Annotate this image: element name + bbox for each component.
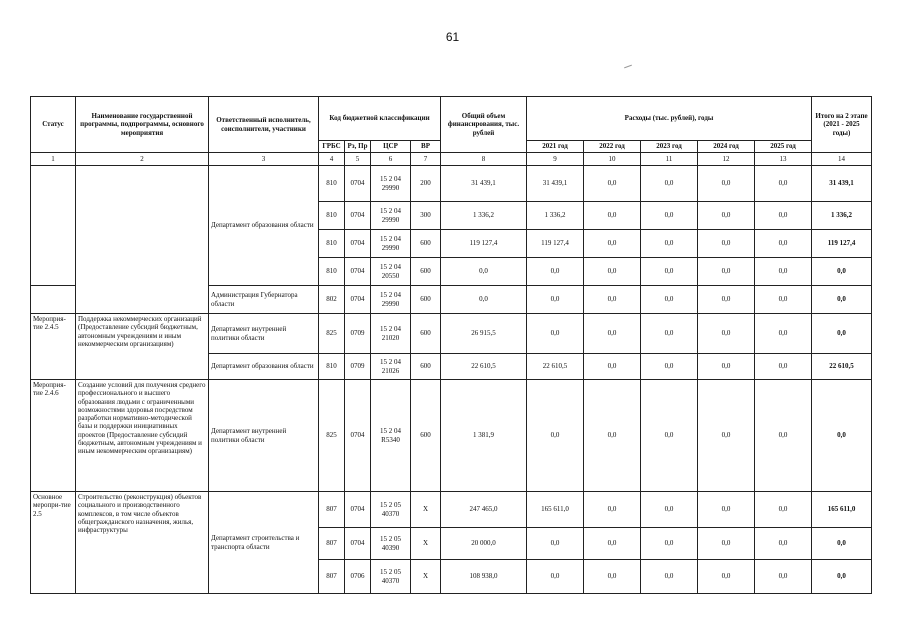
total-cell: 31 439,1 xyxy=(441,166,527,202)
header-itogo: Итого на 2 этапе (2021 - 2025 годы) xyxy=(812,97,872,153)
itogo-cell: 0,0 xyxy=(812,560,872,594)
y2023-cell: 0,0 xyxy=(641,230,698,258)
total-cell: 0,0 xyxy=(441,286,527,314)
itogo-cell: 0,0 xyxy=(812,258,872,286)
header-name: Наименование государственной программы, подпрограммы, основного мероприятия xyxy=(76,97,209,153)
csr-cell: 15 2 04 29990 xyxy=(371,230,411,258)
vr-cell: Х xyxy=(411,492,441,528)
header-total-volume: Общий объем финансирования, тыс. рублей xyxy=(441,97,527,153)
y2022-cell: 0,0 xyxy=(584,354,641,380)
csr-cell: 15 2 04 R5340 xyxy=(371,380,411,492)
rzpr-cell: 0704 xyxy=(345,492,371,528)
y2023-cell: 0,0 xyxy=(641,286,698,314)
rzpr-cell: 0709 xyxy=(345,354,371,380)
executor-cell: Администрация Губернатора области xyxy=(209,286,319,314)
itogo-cell: 31 439,1 xyxy=(812,166,872,202)
vr-cell: 600 xyxy=(411,258,441,286)
y2025-cell: 0,0 xyxy=(755,528,812,560)
total-cell: 22 610,5 xyxy=(441,354,527,380)
header-2024: 2024 год xyxy=(698,141,755,153)
header-2023: 2023 год xyxy=(641,141,698,153)
budget-table xyxy=(30,96,872,594)
y2025-cell: 0,0 xyxy=(755,258,812,286)
y2021-cell: 0,0 xyxy=(527,314,584,354)
activity-name: Строительство (реконструкция) объектов социального и производственного комплексов, в том числе объектов общегражданского назначения, жилья, инфраструктуры xyxy=(76,492,209,594)
header-vr: ВР xyxy=(411,141,441,153)
rzpr-cell: 0704 xyxy=(345,528,371,560)
itogo-cell: 1 336,2 xyxy=(812,202,872,230)
y2021-cell: 0,0 xyxy=(527,528,584,560)
csr-cell: 15 2 05 40370 xyxy=(371,492,411,528)
y2023-cell: 0,0 xyxy=(641,492,698,528)
vr-cell: 600 xyxy=(411,286,441,314)
y2022-cell: 0,0 xyxy=(584,492,641,528)
rzpr-cell: 0704 xyxy=(345,230,371,258)
y2024-cell: 0,0 xyxy=(698,202,755,230)
y2021-cell: 1 336,2 xyxy=(527,202,584,230)
y2023-cell: 0,0 xyxy=(641,560,698,594)
header-2022: 2022 год xyxy=(584,141,641,153)
rzpr-cell: 0704 xyxy=(345,202,371,230)
executor-cell: Департамент образования области xyxy=(209,354,319,380)
column-number: 2 xyxy=(76,153,209,166)
vr-cell: Х xyxy=(411,528,441,560)
vr-cell: 600 xyxy=(411,354,441,380)
y2025-cell: 0,0 xyxy=(755,230,812,258)
column-number: 10 xyxy=(584,153,641,166)
header-2021: 2021 год xyxy=(527,141,584,153)
column-number: 13 xyxy=(755,153,812,166)
y2023-cell: 0,0 xyxy=(641,314,698,354)
page-number: 61 xyxy=(445,30,460,44)
y2024-cell: 0,0 xyxy=(698,314,755,354)
y2022-cell: 0,0 xyxy=(584,560,641,594)
y2023-cell: 0,0 xyxy=(641,528,698,560)
itogo-cell: 119 127,4 xyxy=(812,230,872,258)
y2022-cell: 0,0 xyxy=(584,230,641,258)
rzpr-cell: 0704 xyxy=(345,166,371,202)
vr-cell: Х xyxy=(411,560,441,594)
y2025-cell: 0,0 xyxy=(755,354,812,380)
grbs-cell: 810 xyxy=(319,258,345,286)
header-executor: Ответственный исполнитель, соисполнители, участники xyxy=(209,97,319,153)
csr-cell: 15 2 05 40370 xyxy=(371,560,411,594)
y2022-cell: 0,0 xyxy=(584,380,641,492)
header-2025: 2025 год xyxy=(755,141,812,153)
status-cell-empty xyxy=(31,286,76,314)
y2024-cell: 0,0 xyxy=(698,354,755,380)
grbs-cell: 810 xyxy=(319,354,345,380)
header-code: Код бюджетной классификации xyxy=(319,97,441,141)
executor-cell: Департамент строительства и транспорта области xyxy=(209,492,319,594)
rzpr-cell: 0706 xyxy=(345,560,371,594)
table-row xyxy=(31,166,872,202)
csr-cell: 15 2 05 40390 xyxy=(371,528,411,560)
executor-cell: Департамент образования области xyxy=(209,166,319,286)
y2021-cell: 119 127,4 xyxy=(527,230,584,258)
vr-cell: 600 xyxy=(411,230,441,258)
y2022-cell: 0,0 xyxy=(584,258,641,286)
total-cell: 119 127,4 xyxy=(441,230,527,258)
grbs-cell: 825 xyxy=(319,380,345,492)
grbs-cell: 810 xyxy=(319,166,345,202)
itogo-cell: 0,0 xyxy=(812,286,872,314)
itogo-cell: 0,0 xyxy=(812,314,872,354)
y2022-cell: 0,0 xyxy=(584,314,641,354)
rzpr-cell: 0704 xyxy=(345,258,371,286)
column-number: 7 xyxy=(411,153,441,166)
y2024-cell: 0,0 xyxy=(698,230,755,258)
rzpr-cell: 0709 xyxy=(345,314,371,354)
y2022-cell: 0,0 xyxy=(584,202,641,230)
itogo-cell: 0,0 xyxy=(812,380,872,492)
column-number: 9 xyxy=(527,153,584,166)
y2021-cell: 22 610,5 xyxy=(527,354,584,380)
y2024-cell: 0,0 xyxy=(698,492,755,528)
total-cell: 1 336,2 xyxy=(441,202,527,230)
total-cell: 1 381,9 xyxy=(441,380,527,492)
status-cell-empty xyxy=(31,166,76,286)
column-number: 11 xyxy=(641,153,698,166)
y2021-cell: 165 611,0 xyxy=(527,492,584,528)
y2025-cell: 0,0 xyxy=(755,166,812,202)
y2022-cell: 0,0 xyxy=(584,286,641,314)
y2024-cell: 0,0 xyxy=(698,286,755,314)
csr-cell: 15 2 04 20550 xyxy=(371,258,411,286)
y2025-cell: 0,0 xyxy=(755,492,812,528)
column-number: 8 xyxy=(441,153,527,166)
y2024-cell: 0,0 xyxy=(698,528,755,560)
column-number: 5 xyxy=(345,153,371,166)
itogo-cell: 0,0 xyxy=(812,528,872,560)
header-status: Статус xyxy=(31,97,76,153)
table-row xyxy=(31,492,872,528)
executor-cell: Департамент внутренней политики области xyxy=(209,380,319,492)
y2024-cell: 0,0 xyxy=(698,560,755,594)
csr-cell: 15 2 04 29990 xyxy=(371,286,411,314)
itogo-cell: 165 611,0 xyxy=(812,492,872,528)
y2023-cell: 0,0 xyxy=(641,258,698,286)
grbs-cell: 810 xyxy=(319,230,345,258)
y2025-cell: 0,0 xyxy=(755,314,812,354)
vr-cell: 200 xyxy=(411,166,441,202)
column-number: 3 xyxy=(209,153,319,166)
column-number: 4 xyxy=(319,153,345,166)
total-cell: 108 938,0 xyxy=(441,560,527,594)
y2021-cell: 0,0 xyxy=(527,258,584,286)
y2021-cell: 0,0 xyxy=(527,560,584,594)
y2025-cell: 0,0 xyxy=(755,560,812,594)
y2023-cell: 0,0 xyxy=(641,166,698,202)
column-number: 1 xyxy=(31,153,76,166)
y2025-cell: 0,0 xyxy=(755,202,812,230)
scan-mark xyxy=(624,65,632,69)
grbs-cell: 825 xyxy=(319,314,345,354)
vr-cell: 600 xyxy=(411,380,441,492)
total-cell: 20 000,0 xyxy=(441,528,527,560)
total-cell: 247 465,0 xyxy=(441,492,527,528)
y2021-cell: 0,0 xyxy=(527,286,584,314)
csr-cell: 15 2 04 29990 xyxy=(371,202,411,230)
activity-status: Мероприя-тие 2.4.6 xyxy=(31,380,76,492)
y2023-cell: 0,0 xyxy=(641,354,698,380)
total-cell: 0,0 xyxy=(441,258,527,286)
y2024-cell: 0,0 xyxy=(698,258,755,286)
activity-status: Мероприя-тие 2.4.5 xyxy=(31,314,76,380)
total-cell: 26 915,5 xyxy=(441,314,527,354)
activity-name: Поддержка некоммерческих организаций (Предоставление субсидий бюджетным, автономным учреждениям и иным некоммерческим организациям) xyxy=(76,314,209,380)
y2025-cell: 0,0 xyxy=(755,286,812,314)
y2024-cell: 0,0 xyxy=(698,380,755,492)
grbs-cell: 810 xyxy=(319,202,345,230)
itogo-cell: 22 610,5 xyxy=(812,354,872,380)
table-row xyxy=(31,380,872,492)
activity-status: Основное меропри-тие 2.5 xyxy=(31,492,76,594)
header-grbs: ГРБС xyxy=(319,141,345,153)
csr-cell: 15 2 04 21026 xyxy=(371,354,411,380)
column-number-row xyxy=(31,153,872,166)
column-number: 6 xyxy=(371,153,411,166)
y2022-cell: 0,0 xyxy=(584,166,641,202)
header-rzpr: Рз, Пр xyxy=(345,141,371,153)
y2023-cell: 0,0 xyxy=(641,202,698,230)
column-number: 12 xyxy=(698,153,755,166)
y2022-cell: 0,0 xyxy=(584,528,641,560)
grbs-cell: 807 xyxy=(319,528,345,560)
grbs-cell: 807 xyxy=(319,492,345,528)
executor-cell: Департамент внутренней политики области xyxy=(209,314,319,354)
vr-cell: 300 xyxy=(411,202,441,230)
csr-cell: 15 2 04 21020 xyxy=(371,314,411,354)
name-cell-empty xyxy=(76,166,209,314)
grbs-cell: 802 xyxy=(319,286,345,314)
y2021-cell: 31 439,1 xyxy=(527,166,584,202)
header-expenses: Расходы (тыс. рублей), годы xyxy=(527,97,812,141)
y2021-cell: 0,0 xyxy=(527,380,584,492)
vr-cell: 600 xyxy=(411,314,441,354)
rzpr-cell: 0704 xyxy=(345,286,371,314)
y2023-cell: 0,0 xyxy=(641,380,698,492)
csr-cell: 15 2 04 29990 xyxy=(371,166,411,202)
activity-name: Создание условий для получения среднего профессионального и высшего образования людьми с ограниченными возможностями здоровья посредством разработки нормативно-методической базы и поддержки инициативных проектов (Предоставление субсидий бюджетным, автономным учреждениям и иным некоммерческим организациям) xyxy=(76,380,209,492)
header-csr: ЦСР xyxy=(371,141,411,153)
column-number: 14 xyxy=(812,153,872,166)
y2025-cell: 0,0 xyxy=(755,380,812,492)
rzpr-cell: 0704 xyxy=(345,380,371,492)
y2024-cell: 0,0 xyxy=(698,166,755,202)
table-row xyxy=(31,314,872,354)
grbs-cell: 807 xyxy=(319,560,345,594)
